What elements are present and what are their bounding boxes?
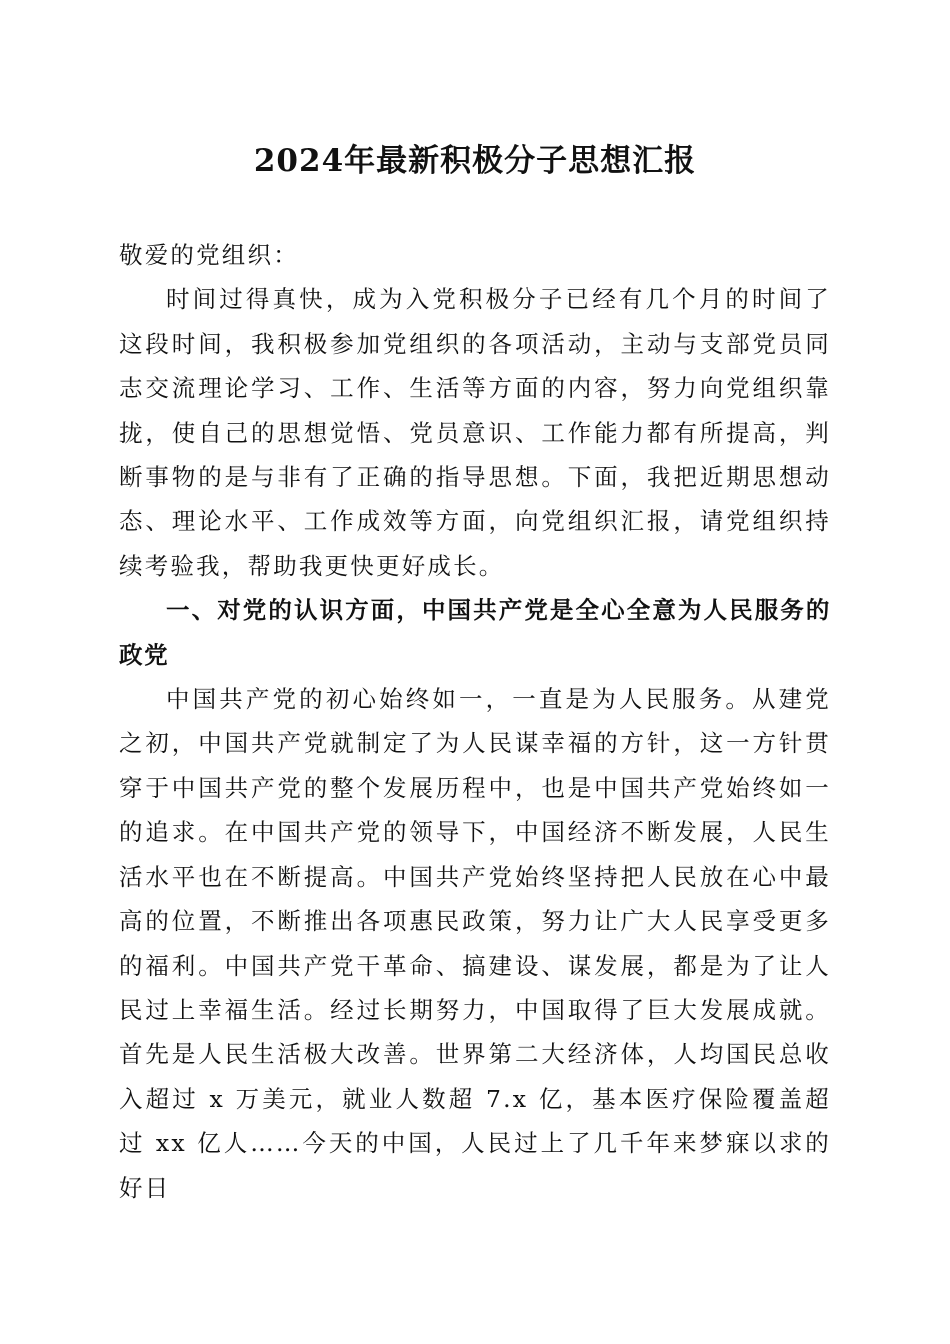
intro-paragraph: 时间过得真快，成为入党积极分子已经有几个月的时间了这段时间，我积极参加党组织的各项活动，主动与支部党员同志交流理论学习、工作、生活等方面的内容，努力向党组织靠拢，使自己的思想觉悟、党员意识、工作能力都有所提高，判断事物的是与非有了正确的指导思想。下面，我把近期思想动态、理论水平、工作成效等方面，向党组织汇报，请党组织持续考验我，帮助我更快更好成长。 xyxy=(119,285,831,580)
document-body xyxy=(119,233,831,1210)
section-1-body: 中国共产党的初心始终如一，一直是为人民服务。从建党之初，中国共产党就制定了为人民谋幸福的方针，这一方针贯穿于中国共产党的整个发展历程中，也是中国共产党始终如一的追求。在中国共产党的领导下，中国经济不断发展，人民生活水平也在不断提高。中国共产党始终坚持把人民放在心中最高的位置，不断推出各项惠民政策，努力让广大人民享受更多的福利。中国共产党干革命、搞建设、谋发展，都是为了让人民过上幸福生活。经过长期努力，中国取得了巨大发展成就。首先是人民生活极大改善。世界第二大经济体，人均国民总收入超过 x 万美元，就业人数超 7.x 亿，基本医疗保险覆盖超过 xx 亿人……今天的中国，人民过上了几千年来梦寐以求的好日 xyxy=(119,685,831,1202)
document-title: 2024年最新积极分子思想汇报 xyxy=(253,143,697,179)
salutation: 敬爱的党组织： xyxy=(119,241,299,269)
section-1-heading: 一、对党的认识方面，中国共产党是全心全意为人民服务的政党 xyxy=(119,596,831,669)
